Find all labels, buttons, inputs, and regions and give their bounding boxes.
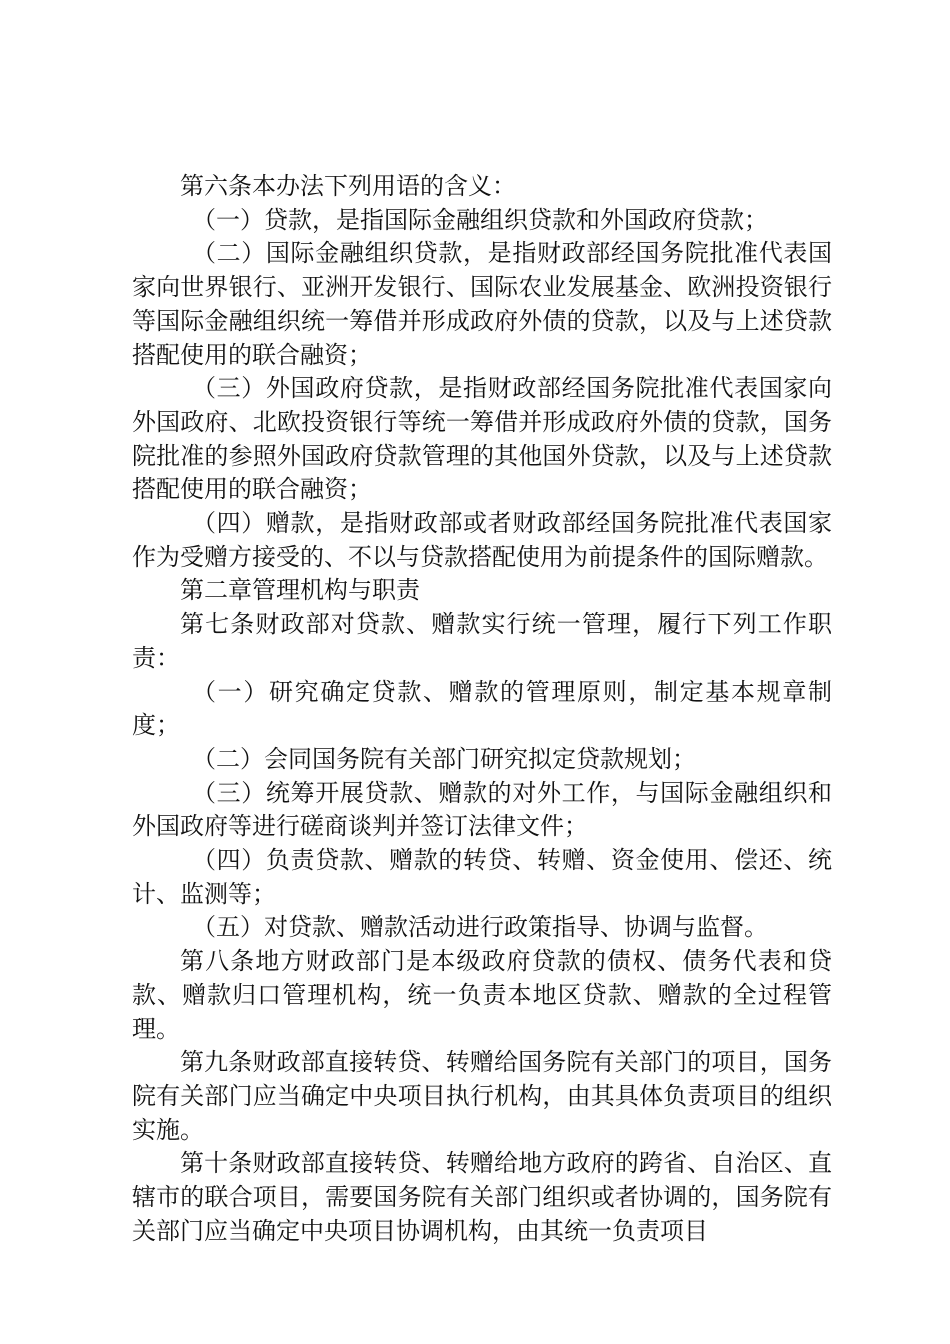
chapter-heading: 第二章管理机构与职责 — [180, 576, 420, 605]
paragraph-item-3: （三）外国政府贷款，是指财政部经国务院批准代表国家向外国政府、北欧投资银行等统一筹借并形成政府外债的贷款，国务院批准的参照外国政府贷款管理的其他国外贷款，以及与上述贷款搭配使用的联合融资； — [132, 374, 832, 504]
paragraph-article-10: 第十条财政部直接转贷、转赠给地方政府的跨省、自治区、直辖市的联合项目，需要国务院有关部门组织或者协调的，国务院有关部门应当确定中央项目协调机构，由其统一负责项目 — [132, 1149, 832, 1245]
paragraph-duty-3: （三）统筹开展贷款、赠款的对外工作，与国际金融组织和外国政府等进行磋商谈判并签订法律文件； — [132, 778, 832, 841]
paragraph-duty-1: （一）研究确定贷款、赠款的管理原则，制定基本规章制度； — [132, 677, 832, 740]
paragraph-item-1: （一）贷款，是指国际金融组织贷款和外国政府贷款； — [192, 205, 768, 234]
paragraph-article-9: 第九条财政部直接转贷、转赠给国务院有关部门的项目，国务院有关部门应当确定中央项目执行机构，由其具体负责项目的组织实施。 — [132, 1048, 832, 1144]
paragraph-duty-4: （四）负责贷款、赠款的转贷、转赠、资金使用、偿还、统计、监测等； — [132, 846, 832, 908]
paragraph-article-7: 第七条财政部对贷款、赠款实行统一管理，履行下列工作职责： — [132, 610, 832, 672]
document-body — [132, 170, 832, 1249]
paragraph-item-4: （四）赠款，是指财政部或者财政部经国务院批准代表国家作为受赠方接受的、不以与贷款搭配使用为前提条件的国际赠款。 — [132, 509, 832, 571]
paragraph-duty-2: （二）会同国务院有关部门研究拟定贷款规划； — [192, 744, 696, 773]
paragraph-article-8: 第八条地方财政部门是本级政府贷款的债权、债务代表和贷款、赠款归口管理机构，统一负责本地区贷款、赠款的全过程管理。 — [132, 947, 832, 1043]
paragraph-article-6: 第六条本办法下列用语的含义： — [180, 172, 516, 200]
paragraph-item-2: （二）国际金融组织贷款，是指财政部经国务院批准代表国家向世界银行、亚洲开发银行、国际农业发展基金、欧洲投资银行等国际金融组织统一筹借并形成政府外债的贷款，以及与上述贷款搭配使用的联合融资； — [132, 239, 832, 369]
paragraph-duty-5: （五）对贷款、赠款活动进行政策指导、协调与监督。 — [192, 913, 768, 942]
